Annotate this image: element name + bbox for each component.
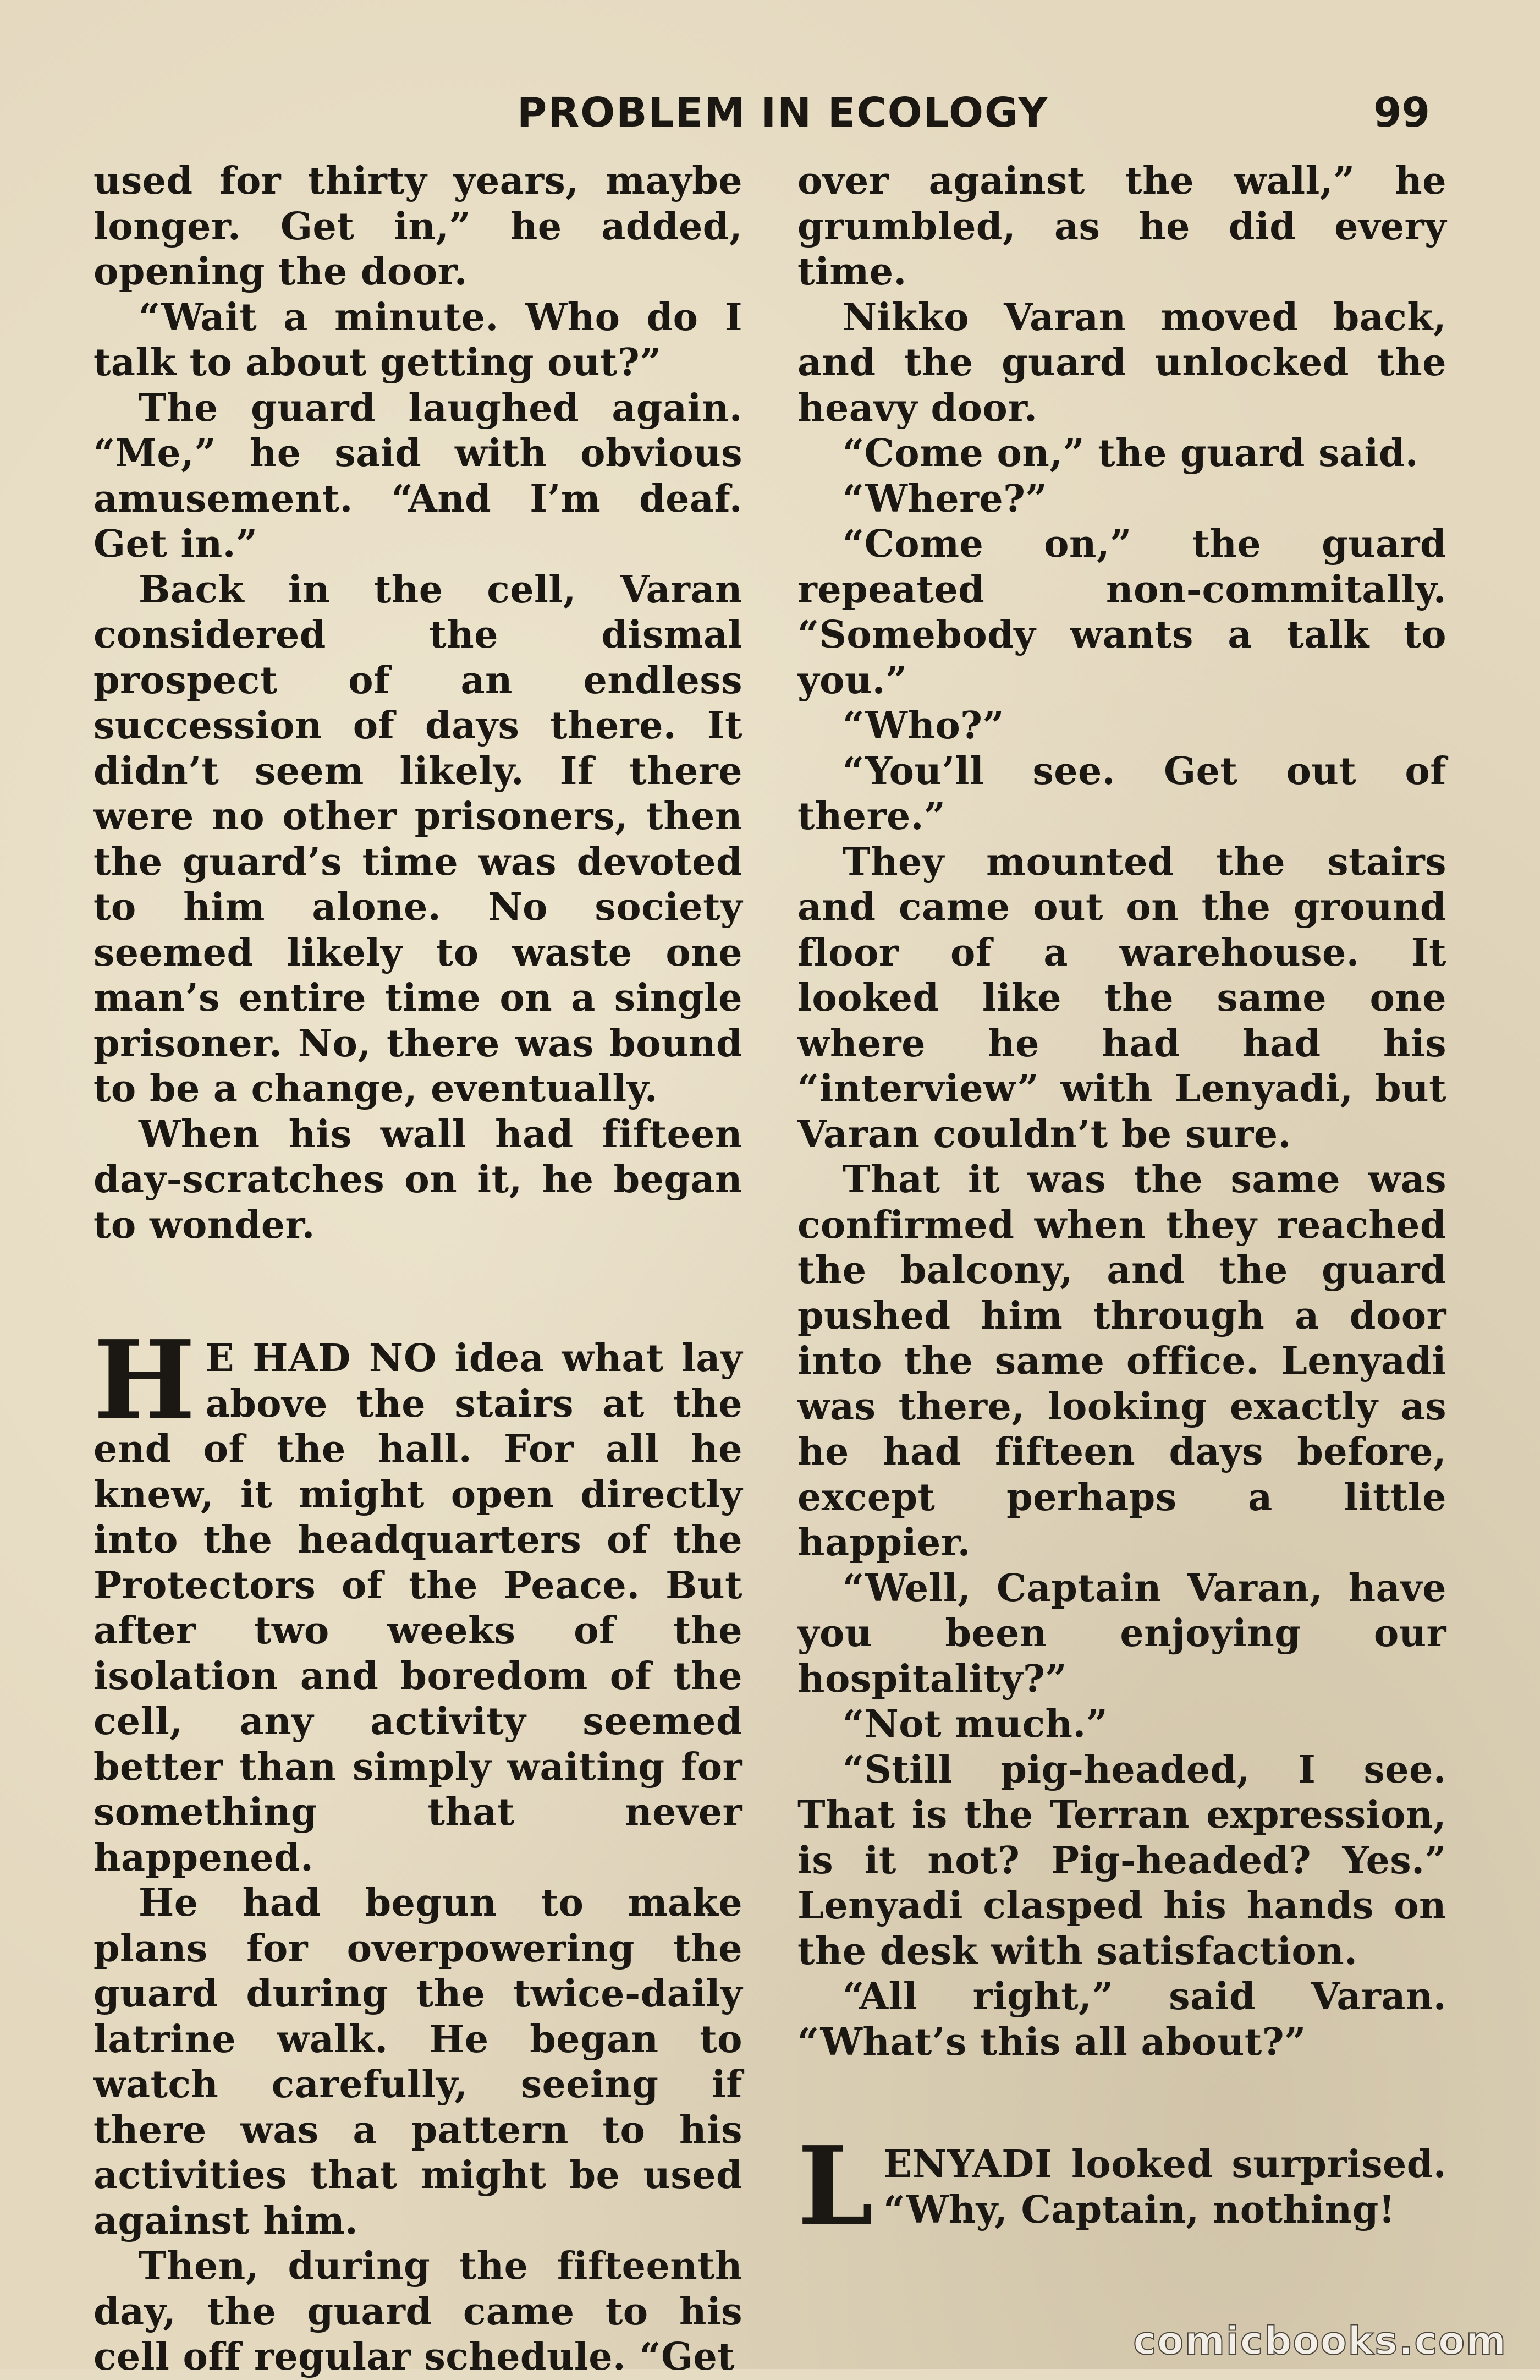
right-column <box>798 158 1447 2250</box>
paragraph: “Come on,” the guard said. <box>843 431 1419 475</box>
section-break <box>798 2065 1447 2142</box>
section-opening-paragraph <box>94 1317 743 1880</box>
paragraph: “Who?” <box>843 704 1005 748</box>
paragraph: “All right,” said Varan. “What’s this all about?” <box>798 1975 1447 2064</box>
paragraph: They mounted the stairs and came out on the ground floor of a warehouse. It looked like the same one where he had had his “interview” with Lenyadi, but Varan couldn’t be sure. <box>798 840 1447 1156</box>
paragraph: “You’ll see. Get out of there.” <box>798 749 1447 838</box>
paragraph: He had begun to make plans for overpowering the guard during the twice-daily latrine walk. He began to watch carefully, seeing if there was a pattern to his activities that might be used against him. <box>94 1881 743 2243</box>
paragraph: “Come on,” the guard repeated non-commitally. “Somebody wants a talk to you.” <box>798 522 1447 703</box>
site-watermark: comicbooks.com <box>1133 2318 1507 2363</box>
section-opening-paragraph <box>798 2123 1447 2250</box>
paragraph: “Not much.” <box>843 1702 1108 1746</box>
paragraph: “Still pig-headed, I see. That is the Terran expression, is it not? Pig-headed? Yes.” Lenyadi clasped his hands on the desk with satisfaction. <box>798 1747 1447 1973</box>
paragraph: That it was the same was confirmed when they reached the balcony, and the guard pushed him through a door into the same office. Lenyadi was there, looking exactly as he had fifteen days before, except perhaps a little happier. <box>798 1158 1447 1565</box>
paragraph: over against the wall,” he grumbled, as he did every time. <box>798 159 1447 294</box>
drop-cap: L <box>798 2123 874 2250</box>
page-number: 99 <box>1373 89 1430 136</box>
paragraph-text: idea what lay above the stairs at the end of the hall. For all he knew, it might open directly into the headquarters of the Protectors of the Peace. But after two weeks of the isolation and boredom of the cell, any activity seemed better than simply waiting for something that never happened. <box>94 1336 743 1880</box>
lead-in: E HAD NO <box>205 1336 437 1380</box>
lead-in: ENYADI <box>883 2142 1053 2186</box>
paragraph: The guard laughed again. “Me,” he said with obvious amusement. “And I’m deaf. Get in.” <box>94 386 743 566</box>
paragraph-text: looked surprised. “Why, Captain, nothing! <box>883 2142 1447 2232</box>
paragraph: Nikko Varan moved back, and the guard unlocked the heavy door. <box>798 295 1447 430</box>
running-title: PROBLEM IN ECOLOGY <box>517 89 1049 136</box>
paragraph: Then, during the fifteenth day, the guard came to his cell off regular schedule. “Get <box>94 2244 743 2379</box>
paragraph: “Where?” <box>843 476 1048 521</box>
paragraph: When his wall had fifteen day-scratches on it, he began to wonder. <box>94 1112 743 1247</box>
page-header <box>517 83 1430 143</box>
left-column <box>94 158 743 2380</box>
paragraph: “Wait a minute. Who do I talk to about getting out?” <box>94 295 743 385</box>
paragraph: used for thirty years, maybe longer. Get in,” he added, opening the door. <box>94 159 743 294</box>
paragraph: “Well, Captain Varan, have you been enjoying our hospitality?” <box>798 1566 1447 1701</box>
drop-cap: H <box>94 1317 196 1444</box>
paragraph: Back in the cell, Varan considered the dismal prospect of an endless succession of days there. It didn’t seem likely. If there were no other prisoners, then the guard’s time was devoted to him alone. No society seemed likely to waste one man’s entire time on a single prisoner. No, there was bound to be a change, eventually. <box>94 567 743 1111</box>
